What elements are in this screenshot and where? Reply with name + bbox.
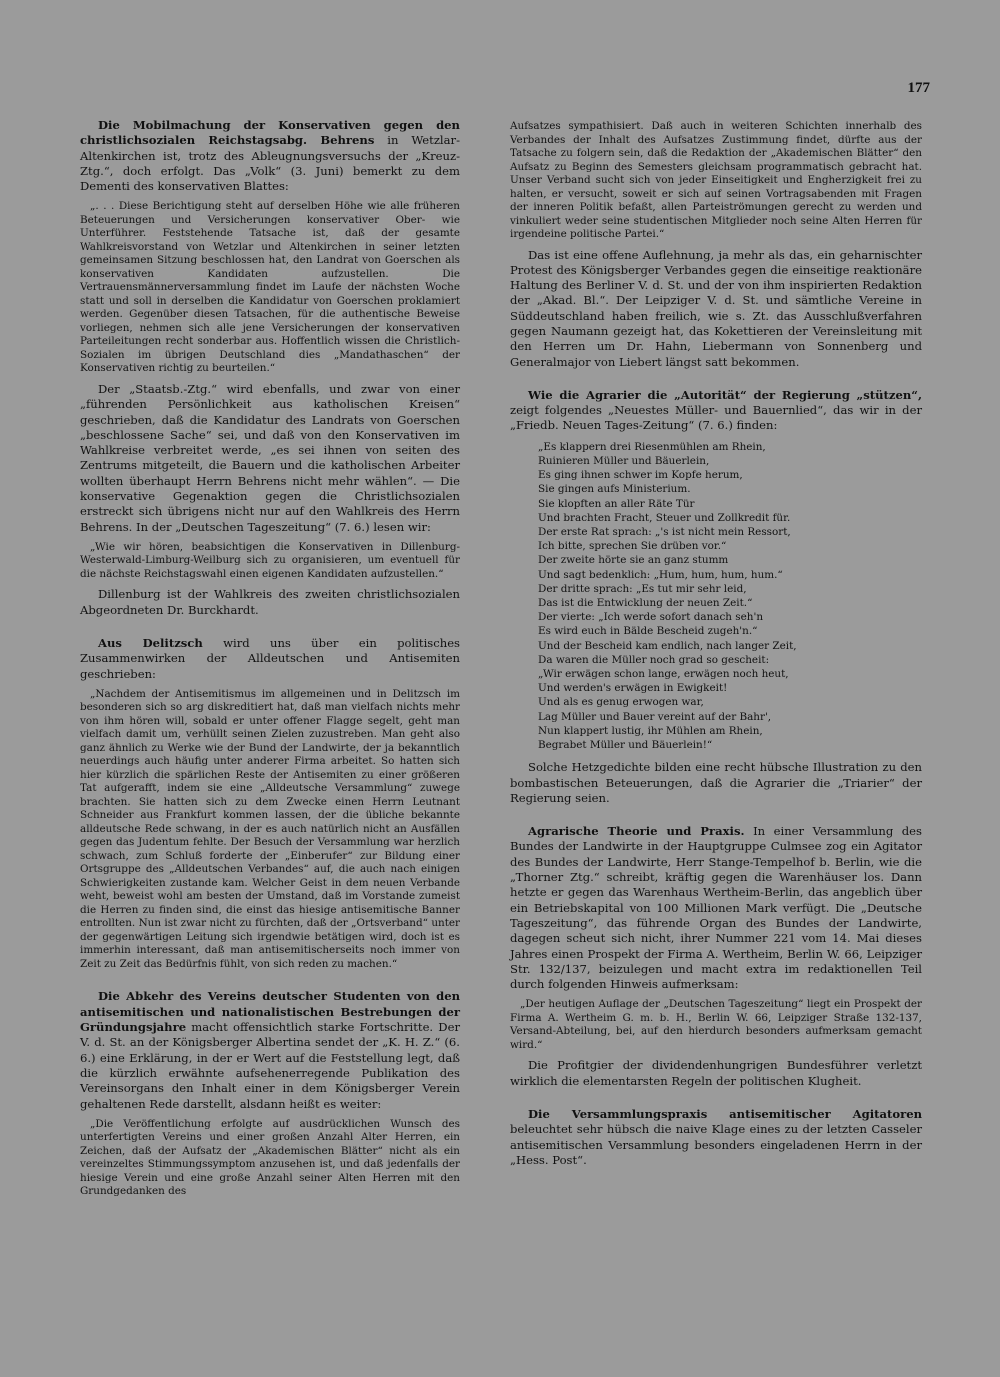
paragraph	[510, 388, 922, 434]
paragraph-text: macht offensichtlich starke Fortschritte. Der V. d. St. an der Königsberger Albertina sendet der „K. H. Z.“ (6. 6.) eine Erklärung, in der er Wert auf die Feststellung legt, daß die kürzlich erwähnte aufsehenerregende Publikation des Vereinsorgans den Inhalt einer in dem Königsberger Verein gehaltenen Rede darstellt, alsdann heißt es weiter:	[80, 1020, 460, 1111]
quotation: „Die Veröffentlichung erfolgte auf ausdrücklichen Wunsch des unterfertigten Vereins und einer großen Anzahl Alter Herren, ein Zeichen, daß der Aufsatz der „Akademischen Blätter“ nicht als ein vereinzeltes Stimmungssymptom anzusehen ist, und daß jedenfalls der hiesige Verein und eine große Anzahl seiner Alten Herren mit den Grundgedanken des	[80, 1117, 460, 1198]
quotation: „. . . Diese Berichtigung steht auf derselben Höhe wie alle früheren Beteuerungen und Versicherungen konservativer Ober- wie Unterführer. Feststehende Tatsache ist, daß der gesamte Wahlkreisvorstand von Wetzlar und Altenkirchen in seiner letzten gemeinsamen Sitzung beschlossen hat, den Landrat von Goerschen als konservativen Kandidaten aufzustellen. Die Vertrauensmännerversammlung findet im Laufe der nächsten Woche statt und soll in derselben die Kandidatur von Goerschen proklamiert werden. Gegenüber diesen Tatsachen, für die authentische Beweise vorliegen, nehmen sich alle jene Versicherungen der konservativen Parteileitungen recht sonderbar aus. Hoffentlich wissen die Christlich-Sozialen im übrigen Deutschland dies „Mandathaschen“ der Konservativen richtig zu beurteilen.“	[80, 200, 460, 375]
quotation: „Nachdem der Antisemitismus im allgemeinen und in Delitzsch im besonderen sich so arg diskreditiert hat, daß man vielfach nichts mehr von ihm hören will, sobald er unter offener Flagge segelt, geht man vielfach damit um, verhüllt seinen Zielen zuzustreben. Man geht also ganz ähnlich zu Werke wie der Bund der Landwirte, der ja bekanntlich neuerdings auch häufig unter anderer Firma arbeitet. So hatten sich hier kürzlich die spärlichen Reste der Antisemiten zu einer größeren Tat aufgerafft, indem sie eine „Alldeutsche Versammlung“ zuwege brachten. Sie hatten sich zu dem Zwecke einen Herrn Leutnant Schneider aus Frankfurt kommen lassen, der die übliche bekannte alldeutsche Rede schwang, in der es auch natürlich nicht an Ausfällen gegen das Judentum fehlte. Der Besuch der Versammlung war herzlich schwach, zum Schluß forderte der „Einberufer“ zur Bildung einer Ortsgruppe des „Alldeutschen Verbandes“ auf, die auch nach einigen Schwierigkeiten zustande kam. Welcher Geist in dem neuen Verbande weht, beweist wohl am besten der Umstand, daß im Vorstande zumeist die Herren zu finden sind, die einst das hiesige antisemitische Banner entrollten. Nun ist zwar nicht zu fürchten, daß der „Ortsverband“ unter der gegenwärtigen Leitung sich irgendwie betätigen wird, doch ist es immerhin interessant, daß man antisemitischerseits noch immer von Zeit zu Zeit das Bedürfnis fühlt, von sich reden zu machen.“	[80, 687, 460, 970]
paragraph-text: In einer Versammlung des Bundes der Landwirte in der Hauptgruppe Culmsee zog ein Agitator des Bundes der Landwirte, Herr Stange-Tempelhof b. Berlin, wie die „Thorner Ztg.“ schreibt, kräftig gegen die Warenhäuser los. Dann hetzte er gegen das Warenhaus Wertheim-Berlin, das angeblich über ein Betriebskapital von 100 Millionen Mark verfügt. Die „Deutsche Tageszeitung“, das führende Organ des Bundes der Landwirte, dagegen scheut sich nicht, ihrer Nummer 221 vom 14. Mai dieses Jahres einen Prospekt der Firma A. Wertheim, Berlin W. 66, Leipziger Str. 132/137, beizulegen und macht extra im redaktionellen Teil durch folgenden Hinweis aufmerksam:	[510, 824, 922, 992]
page-number: 177	[907, 80, 930, 96]
paragraph	[510, 824, 922, 992]
poem: „Es klappern drei Riesenmühlen am Rhein, Ruinieren Müller und Bäuerlein, Es ging ihnen schwer im Kopfe herum, Sie gingen aufs Ministerium. Sie klopften an aller Räte Tür Und brachten Fracht, Steuer und Zollkredit für. Der erste Rat sprach: „'s ist nicht mein Ressort, Ich bitte, sprechen Sie drüben vor.“ Der zweite hörte sie an ganz stumm Und sagt bedenklich: „Hum, hum, hum, hum.“ Der dritte sprach: „Es tut mir sehr leid, Das ist die Entwicklung der neuen Zeit.“ Der vierte: „Ich werde sofort danach seh'n Es wird euch in Bälde Bescheid zugeh'n.“ Und der Bescheid kam endlich, nach langer Zeit, Da waren die Müller noch grad so gescheit: „Wir erwägen schon lange, erwägen noch heut, Und werden's erwägen in Ewigkeit! Und als es genug erwogen war, Lag Müller und Bauer vereint auf der Bahr', Nun klappert lustig, ihr Mühlen am Rhein, Begrabet Müller und Bäuerlein!“	[538, 440, 797, 752]
paragraph	[80, 989, 460, 1111]
section-heading: Die Abkehr des Vereins deutscher Studenten von den antisemitischen und nationalistischen Bestrebungen der Gründungsjahre	[80, 989, 460, 1035]
paragraph	[510, 1107, 922, 1168]
section-heading: Wie die Agrarier die „Autorität“ der Regierung „stützen“,	[528, 387, 922, 402]
paragraph	[80, 118, 460, 194]
paragraph: Der „Staatsb.-Ztg.“ wird ebenfalls, und zwar von einer „führenden Persönlichkeit aus katholischen Kreisen“ geschrieben, daß die Kandidatur des Landrats von Goerschen „beschlossene Sache“ sei, und daß von den Konservativen im Wahlkreise verbreitet werde, „es sei ihnen von seiten des Zentrums mitgeteilt, die Bauern und die katholischen Arbeiter wollten überhaupt Herrn Behrens nicht mehr wählen“. — Die konservative Gegenaktion gegen die Christlichsozialen erstreckt sich übrigens nicht nur auf den Wahlkreis des Herrn Behrens. In der „Deutschen Tageszeitung“ (7. 6.) lesen wir:	[80, 381, 460, 534]
section-heading: Die Mobilmachung der Konservativen gegen den christlichsozialen Reichstagsabg. Behrens	[80, 118, 460, 148]
quotation: „Der heutigen Auflage der „Deutschen Tageszeitung“ liegt ein Prospekt der Firma A. Wertheim G. m. b. H., Berlin W. 66, Leipziger Straße 132-137, Versand-Abteilung, bei, auf den hierdurch besonders aufmerksam gemacht wird.“	[510, 998, 922, 1051]
quotation: „Wie wir hören, beabsichtigen die Konservativen in Dillenburg-Westerwald-Limburg-Weilburg sich zu organisieren, um eventuell für die nächste Reichstagswahl einen eigenen Kandidaten aufzustellen.“	[80, 540, 460, 580]
paragraph: Dillenburg ist der Wahlkreis des zweiten christlichsozialen Abgeordneten Dr. Burckhardt.	[80, 587, 460, 617]
section-heading: Die Versammlungspraxis antisemitischer Agitatoren	[528, 1106, 922, 1121]
section-heading: Aus Delitzsch	[98, 636, 203, 651]
paragraph: Solche Hetzgedichte bilden eine recht hübsche Illustration zu den bombastischen Beteuerungen, daß die Agrarier die „Triarier“ der Regierung seien.	[510, 760, 922, 805]
paragraph-text: wird uns über ein politisches Zusammenwirken der Alldeutschen und Antisemiten geschrieben:	[80, 636, 461, 681]
paragraph	[80, 636, 460, 682]
left-column	[80, 118, 460, 1205]
paragraph-text: beleuchtet sehr hübsch die naive Klage eines zu der letzten Casseler antisemitischen Versammlung besonders eingeladenen Herrn in der „Hess. Post“.	[510, 1122, 922, 1167]
section-heading: Agrarische Theorie und Praxis.	[528, 824, 745, 839]
paragraph-text: in Wetzlar-Altenkirchen ist, trotz des Ableugnungsversuchs der „Kreuz-Ztg.“, doch erfolgt. Das „Volk“ (3. Juni) bemerkt zu dem Dementi des konservativen Blattes:	[80, 133, 461, 194]
paragraph: Die Profitgier der dividendenhungrigen Bundesführer verletzt wirklich die elementarsten Regeln der politischen Klugheit.	[510, 1058, 922, 1088]
paragraph: Das ist eine offene Auflehnung, ja mehr als das, ein geharnischter Protest des Königsberger Verbandes gegen die einseitige reaktionäre Haltung des Berliner V. d. St. und der von ihm inspirierten Redaktion der „Akad. Bl.“. Der Leipziger V. d. St. und sämtliche Vereine in Süddeutschland haben freilich, wie s. Zt. das Ausschlußverfahren gegen Naumann gezeigt hat, das Kokettieren der Vereinsleitung mit den Herren um Dr. Hahn, Liebermann von Sonnenberg und Generalmajor von Liebert längst satt bekommen.	[510, 247, 922, 369]
quotation-continued: Aufsatzes sympathisiert. Daß auch in weiteren Schichten innerhalb des Verbandes der Inhalt des Aufsatzes Zustimmung findet, dürfte aus der Tatsache zu folgern sein, daß die Redaktion der „Akademischen Blätter“ den Aufsatz zu Beginn des Semesters gleichsam programmatisch gebracht hat. Unser Verband sucht sich von jeder Einseitigkeit und Engherzigkeit frei zu halten, er versucht, soweit er sich auf seinen Vortragsabenden mit Fragen der inneren Politik befaßt, allen Parteiströmungen gerecht zu werden und vinkuliert weder seine studentischen Mitglieder noch seine Alten Herren für irgendeine politische Partei.“	[510, 120, 922, 240]
right-column	[510, 118, 922, 1174]
paragraph-text: zeigt folgendes „Neuestes Müller- und Bauernlied“, das wir in der „Friedb. Neuen Tages-Zeitung“ (7. 6.) finden:	[510, 403, 922, 433]
